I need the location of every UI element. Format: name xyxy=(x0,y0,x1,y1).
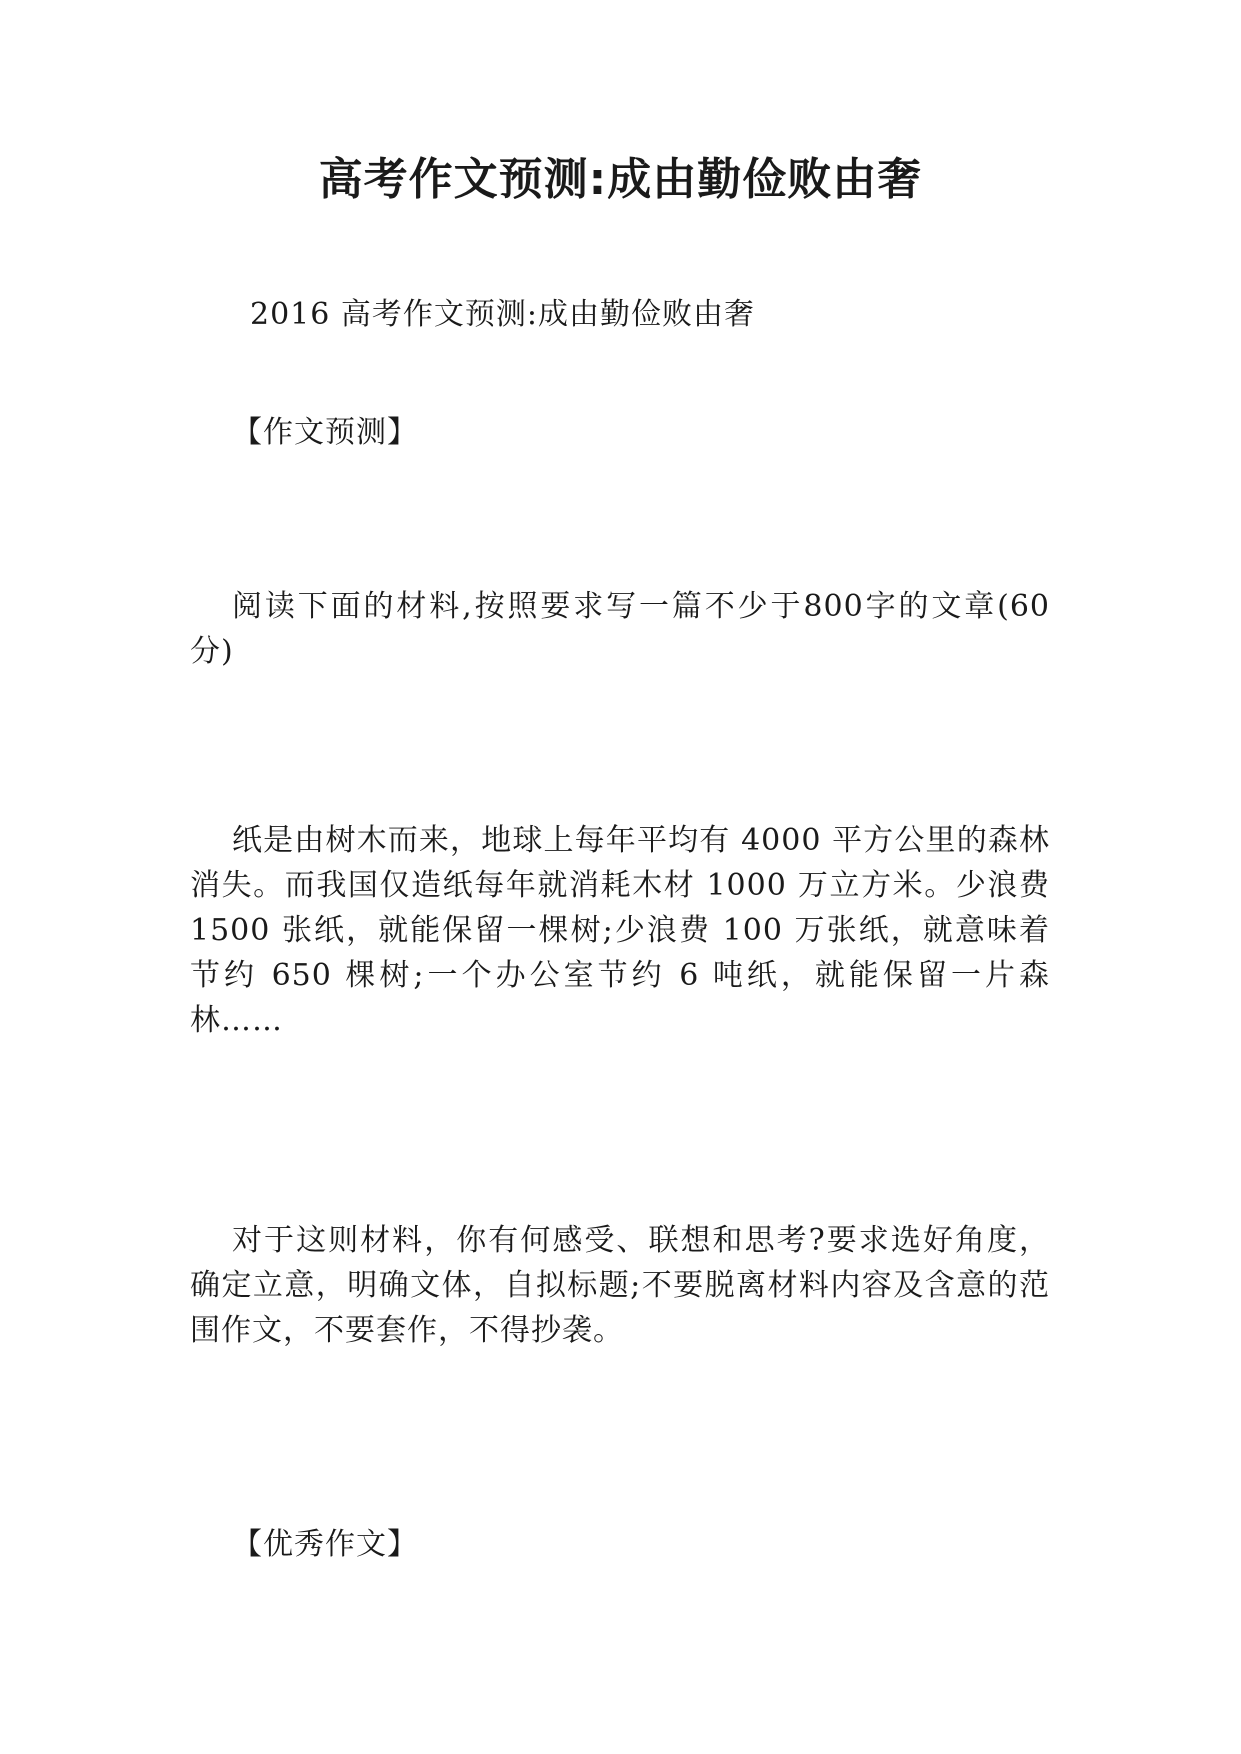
subtitle: 2016 高考作文预测:成由勤俭败由奢 xyxy=(250,297,755,332)
paragraph-requirements: 对于这则材料，你有何感受、联想和思考?要求选好角度，确定立意，明确文体，自拟标题;不要脱离材料内容及含意的范围作文，不要套作，不得抄袭。 xyxy=(190,1223,1050,1348)
page-title: 高考作文预测:成由勤俭败由奢 xyxy=(318,154,923,205)
paragraph-material: 纸是由树木而来，地球上每年平均有 4000 平方公里的森林消失。而我国仅造纸每年就消耗木材 1000 万立方米。少浪费 1500 张纸，就能保留一棵树;少浪费 100 万张纸，就意味着节约 650 棵树;一个办公室节约 6 吨纸，就能保留一片森林…… xyxy=(190,823,1050,1038)
paragraph-instructions: 阅读下面的材料,按照要求写一篇不少于800字的文章(60分) xyxy=(190,589,1050,669)
section-heading-prediction: 【作文预测】 xyxy=(232,415,418,450)
section-heading-excellent: 【优秀作文】 xyxy=(232,1527,418,1562)
